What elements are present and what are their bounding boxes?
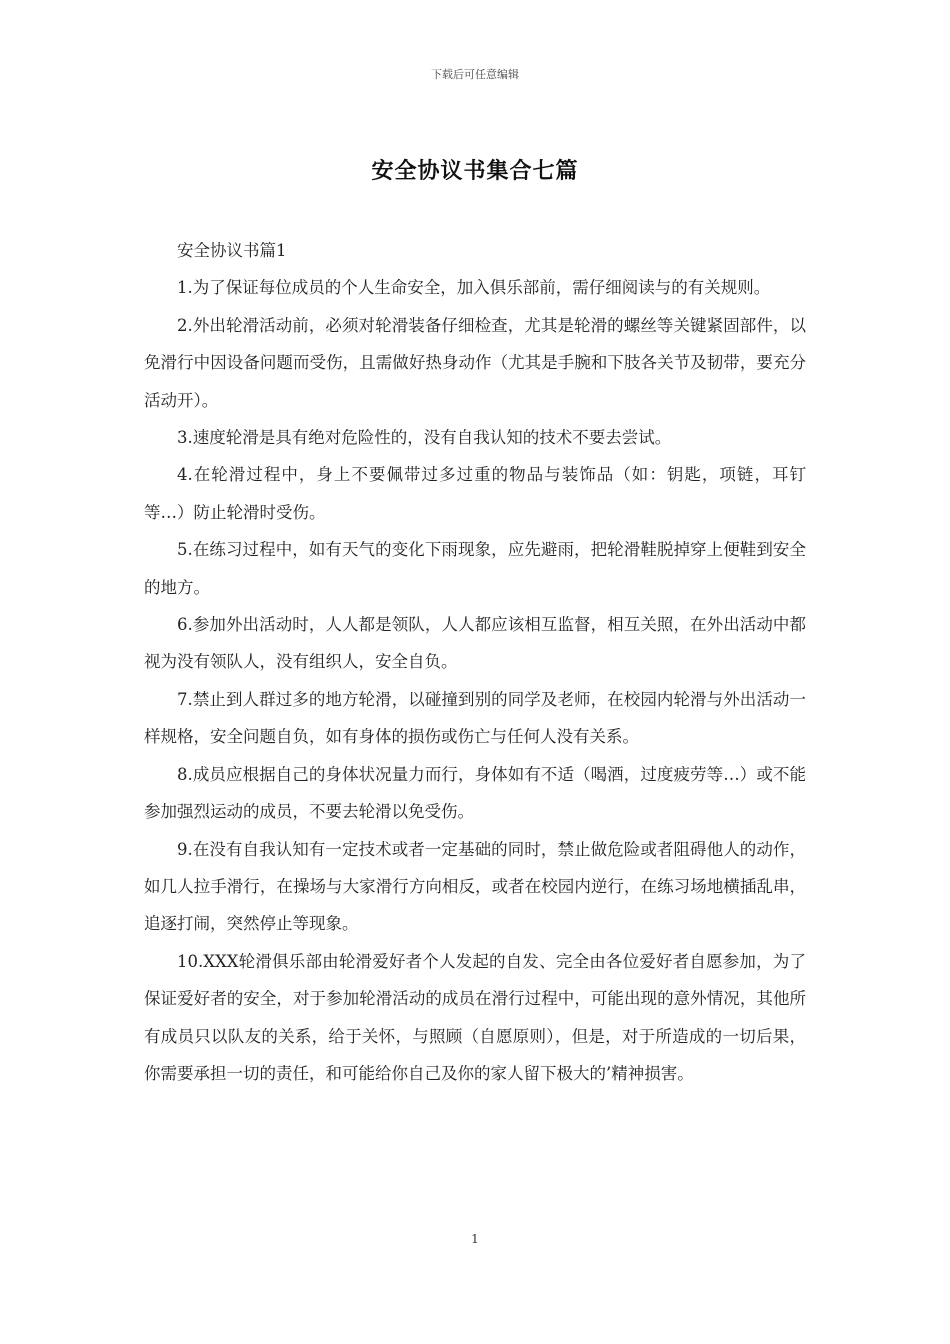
paragraph-4: 4.在轮滑过程中，身上不要佩带过多过重的物品与装饰品（如：钥匙，项链，耳钉等…）防止轮滑时受伤。	[144, 465, 806, 522]
paragraph-6: 6.参加外出活动时，人人都是领队，人人都应该相互监督，相互关照，在外出活动中都视为没有领队人，没有组织人，安全自负。	[144, 615, 806, 672]
paragraph-10: 10.XXX轮滑俱乐部由轮滑爱好者个人发起的自发、完全由各位爱好者自愿参加，为了保证爱好者的安全，对于参加轮滑活动的成员在滑行过程中，可能出现的意外情况，其他所有成员只以队友的关系，给于关怀，与照顾（自愿原则），但是，对于所造成的一切后果，你需要承担一切的责任，和可能给你自己及你的家人留下极大的’精神损害。	[144, 951, 806, 1083]
page-number: 1	[471, 1232, 479, 1246]
paragraph-2: 2.外出轮滑活动前，必须对轮滑装备仔细检查，尤其是轮滑的螺丝等关键紧固部件，以免滑行中因设备问题而受伤，且需做好热身动作（尤其是手腕和下肢各关节及韧带，要充分活动开）。	[144, 315, 806, 410]
document-title: 安全协议书集合七篇	[371, 158, 579, 184]
paragraph-8: 8.成员应根据自己的身体状况量力而行，身体如有不适（喝酒，过度疲劳等…）或不能参加强烈运动的成员，不要去轮滑以免受伤。	[144, 764, 806, 822]
paragraph-3: 3.速度轮滑是具有绝对危险性的，没有自我认知的技术不要去尝试。	[177, 428, 672, 448]
header-note: 下载后可任意编辑	[431, 68, 519, 81]
section-heading: 安全协议书篇1	[177, 241, 287, 260]
paragraph-9: 9.在没有自我认知有一定技术或者一定基础的同时，禁止做危险或者阻碍他人的动作，如几人拉手滑行，在操场与大家滑行方向相反，或者在校园内逆行，在练习场地横插乱串，追逐打闹，突然停止等现象。	[144, 839, 806, 934]
paragraph-1: 1.为了保证每位成员的个人生命安全，加入俱乐部前，需仔细阅读与的有关规则。	[177, 278, 771, 298]
paragraph-5: 5.在练习过程中，如有天气的变化下雨现象，应先避雨，把轮滑鞋脱掉穿上便鞋到安全的地方。	[144, 540, 806, 597]
document-body	[144, 232, 806, 1092]
paragraph-7: 7.禁止到人群过多的地方轮滑，以碰撞到别的同学及老师，在校园内轮滑与外出活动一样规格，安全问题自负，如有身体的损伤或伤亡与任何人没有关系。	[144, 689, 806, 747]
